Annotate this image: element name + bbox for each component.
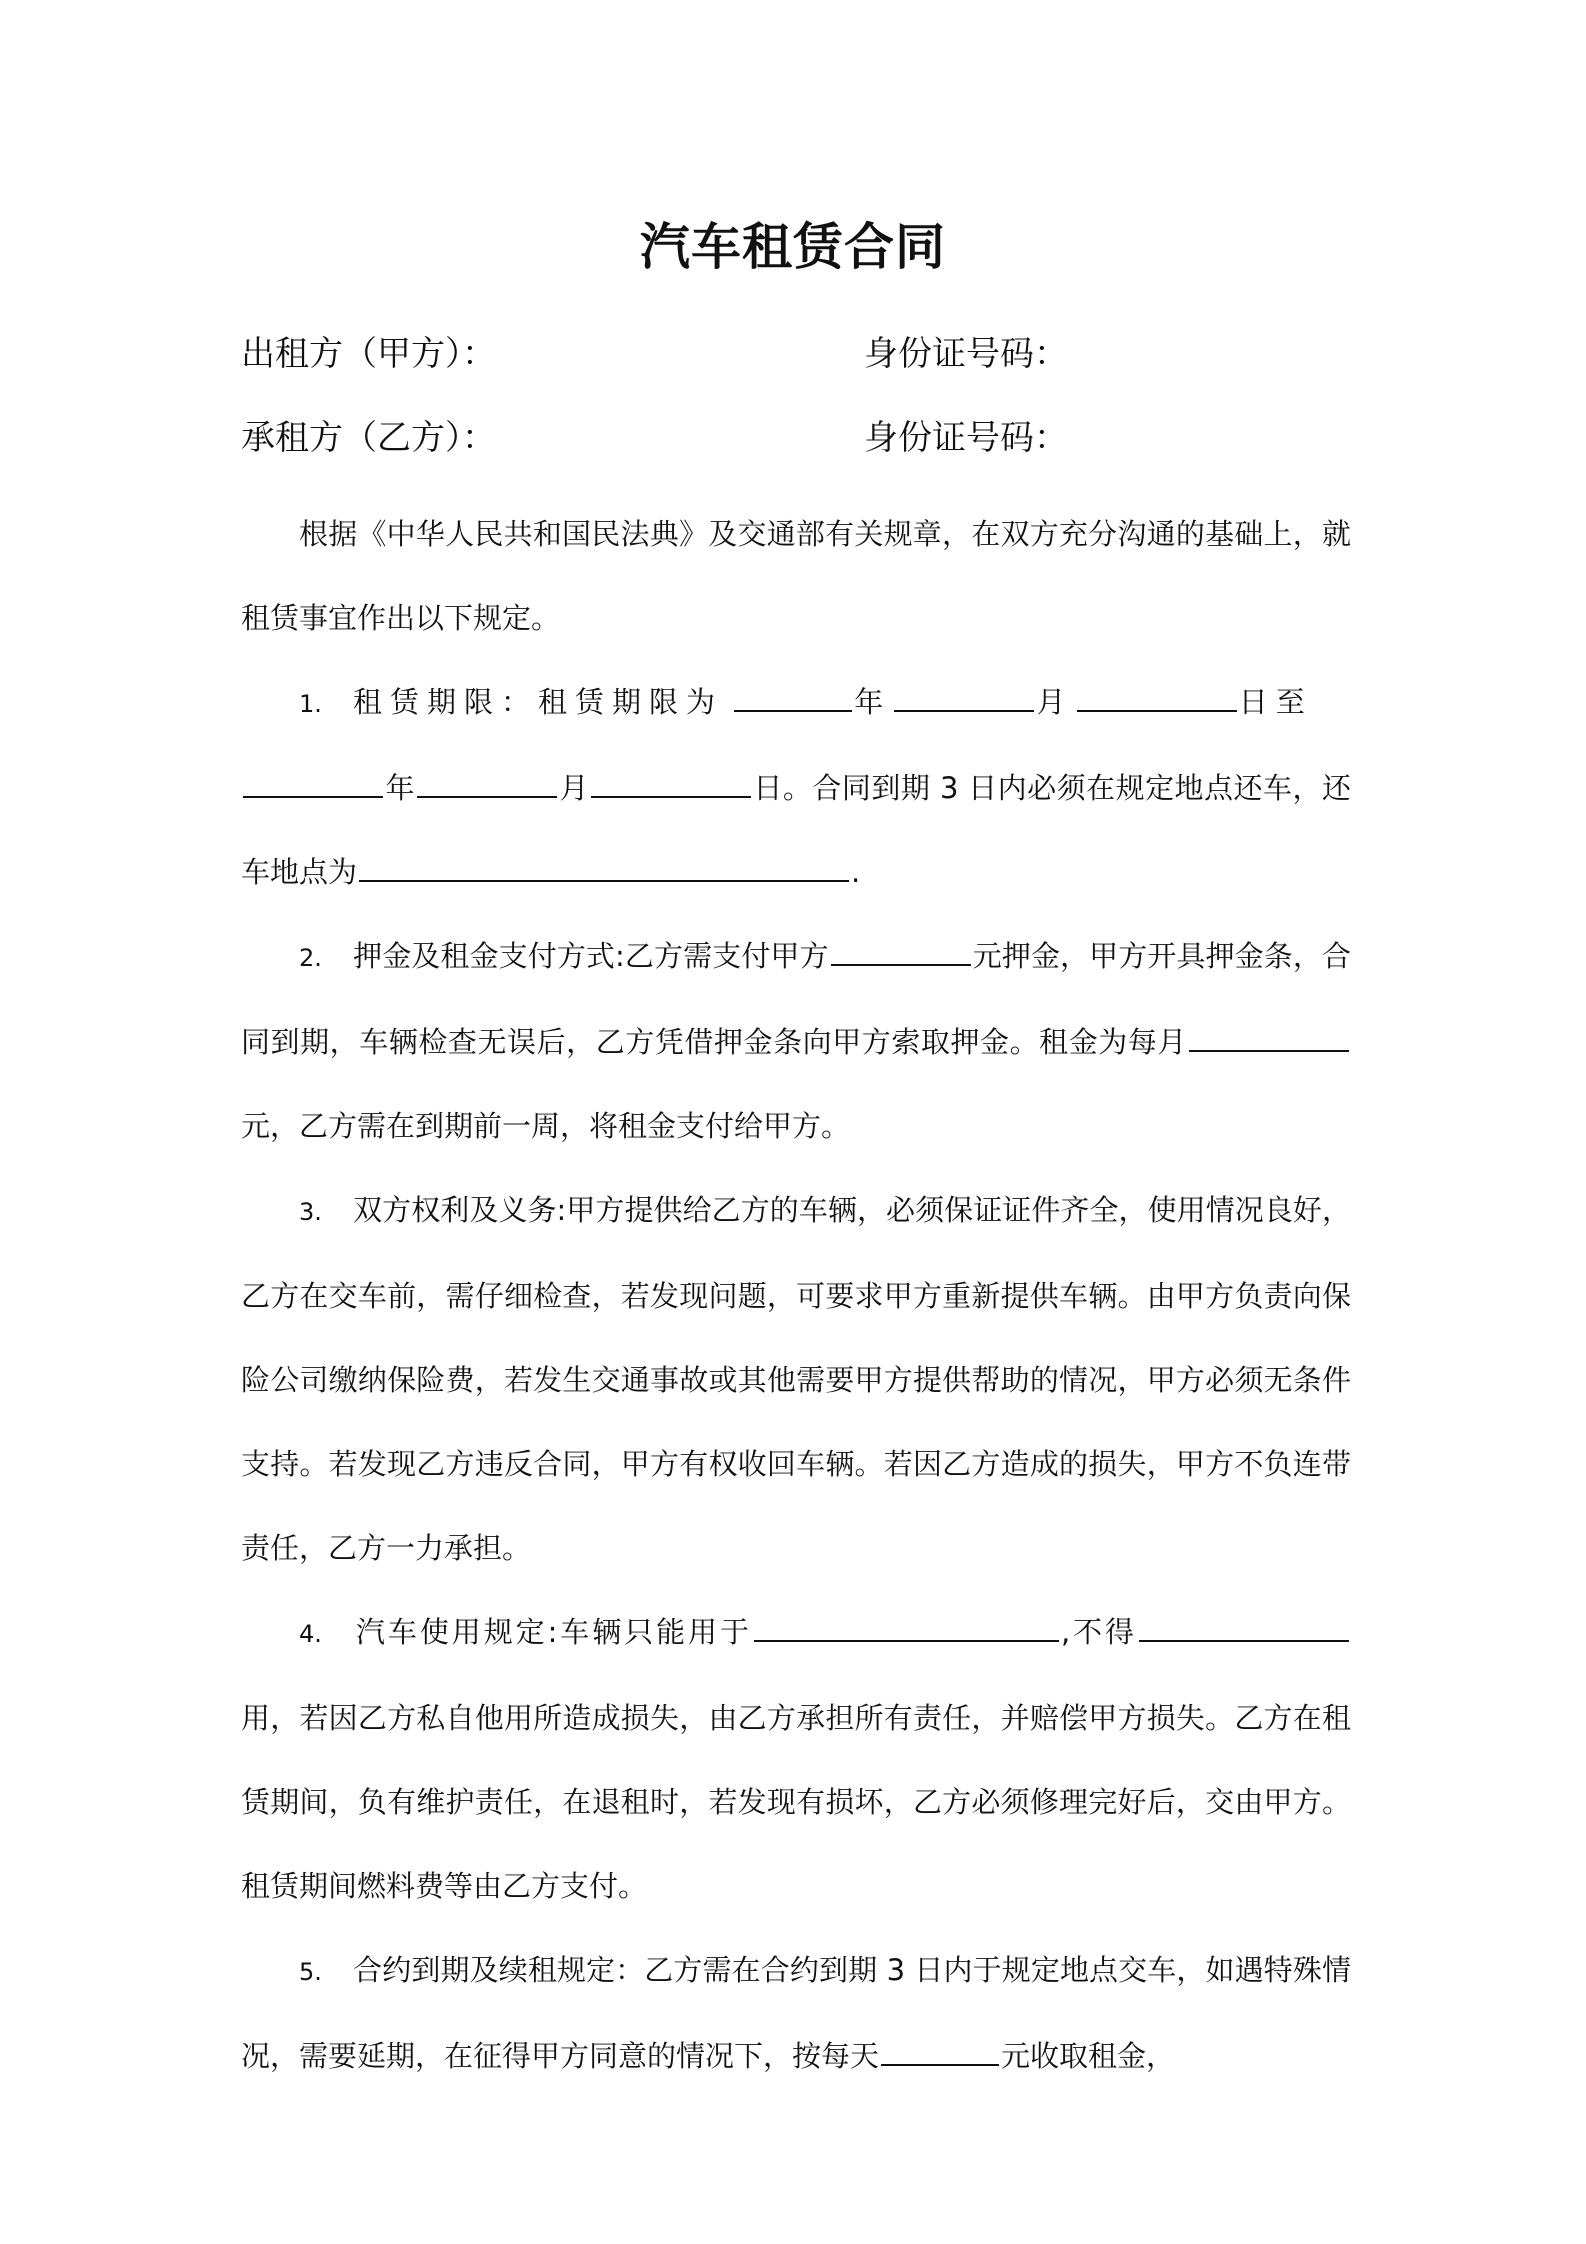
start-month-blank[interactable] xyxy=(894,686,1034,712)
clause-text: 月 xyxy=(558,771,589,805)
clause-text: 元，乙方需在到期前一周，将租金支付给甲方。 xyxy=(241,1109,851,1143)
clause-text: 日。合同到期 3 日内必须在规定地点还车，还车地点为 xyxy=(241,771,1351,889)
clause-text: 元收取租金， xyxy=(1001,2039,1176,2073)
lessee-label: 承租方（乙方）： xyxy=(241,418,496,458)
clause-number: 1. xyxy=(299,690,322,718)
document-title: 汽车租赁合同 xyxy=(640,218,946,276)
clause-text: . xyxy=(851,855,861,889)
clause-heading: 汽车使用规定: xyxy=(353,1615,558,1649)
clause-number: 2. xyxy=(299,944,322,972)
deposit-amount-blank[interactable] xyxy=(831,940,971,966)
daily-rent-blank[interactable] xyxy=(881,2040,999,2066)
clause-text: 甲方提供给乙方的车辆，必须保证证件齐全，使用情况良好，乙方在交车前，需仔细检查，若发现问题，可要求甲方重新提供车辆。由甲方负责向保险公司缴纳保险费，若发生交通事故或其他需要甲方提供帮助的情况，甲方必须无条件支持。若发现乙方违反合同，甲方有权收回车辆。若因乙方造成的损失，甲方不负连带责任，乙方一力承担。 xyxy=(241,1193,1351,1565)
usage-purpose-blank[interactable] xyxy=(754,1616,1059,1642)
clause-heading: 双方权利及义务: xyxy=(353,1193,567,1227)
clause-1 xyxy=(241,660,1351,914)
lessee-id-label: 身份证号码： xyxy=(864,418,1068,458)
clause-text: 用，若因乙方私自他用所造成损失，由乙方承担所有责任，并赔偿甲方损失。乙方在租赁期间，负有维护责任，在退租时，若发现有损坏，乙方必须修理完好后，交由甲方。租赁期间燃料费等由乙方支付。 xyxy=(241,1701,1351,1903)
prohibited-use-blank[interactable] xyxy=(1139,1616,1349,1642)
clause-2 xyxy=(241,914,1351,1168)
return-location-blank[interactable] xyxy=(359,856,849,882)
clause-heading: 合约到期及续租规定： xyxy=(353,1953,645,1987)
clause-3 xyxy=(241,1168,1351,1590)
start-year-blank[interactable] xyxy=(734,686,852,712)
clause-text: ,不得 xyxy=(1060,1615,1137,1649)
end-year-blank[interactable] xyxy=(243,772,383,798)
start-day-blank[interactable] xyxy=(1077,686,1237,712)
lessor-label: 出租方（甲方）： xyxy=(241,334,496,374)
lessor-row xyxy=(241,324,1351,384)
clause-text: 年 xyxy=(385,771,415,805)
clause-text: 月 xyxy=(1036,685,1066,719)
clause-text: 租赁期限为 xyxy=(538,685,724,719)
monthly-rent-blank[interactable] xyxy=(1189,1026,1349,1052)
clause-text: 车辆只能用于 xyxy=(557,1615,752,1649)
clause-number: 3. xyxy=(299,1198,322,1226)
contract-body xyxy=(241,492,1351,2098)
clause-number: 4. xyxy=(299,1620,322,1648)
clause-text: 元押金，甲方开具押金条，合同到期，车辆检查无误后，乙方凭借押金条向甲方索取押金。租金为每月 xyxy=(241,939,1351,1059)
clause-number: 5. xyxy=(299,1958,322,1986)
end-day-blank[interactable] xyxy=(591,772,751,798)
end-month-blank[interactable] xyxy=(417,772,557,798)
clause-text: 日至 xyxy=(1238,685,1313,719)
lessee-row xyxy=(241,408,1351,468)
lessor-id-label: 身份证号码： xyxy=(864,334,1068,374)
clause-heading: 押金及租金支付方式: xyxy=(353,939,625,973)
clause-text: 年 xyxy=(854,685,884,719)
clause-text: 乙方需支付甲方 xyxy=(624,939,829,973)
clause-text: 乙方需在合约到期 3 日内于规定地点交车，如遇特殊情况，需要延期，在征得甲方同意的情况下，按每天 xyxy=(241,1953,1351,2073)
clause-4 xyxy=(241,1590,1351,1928)
clause-5 xyxy=(241,1928,1351,2098)
clause-heading: 租赁期限： xyxy=(353,685,539,719)
intro-paragraph: 根据《中华人民共和国民法典》及交通部有关规章，在双方充分沟通的基础上，就租赁事宜作出以下规定。 xyxy=(241,517,1351,635)
